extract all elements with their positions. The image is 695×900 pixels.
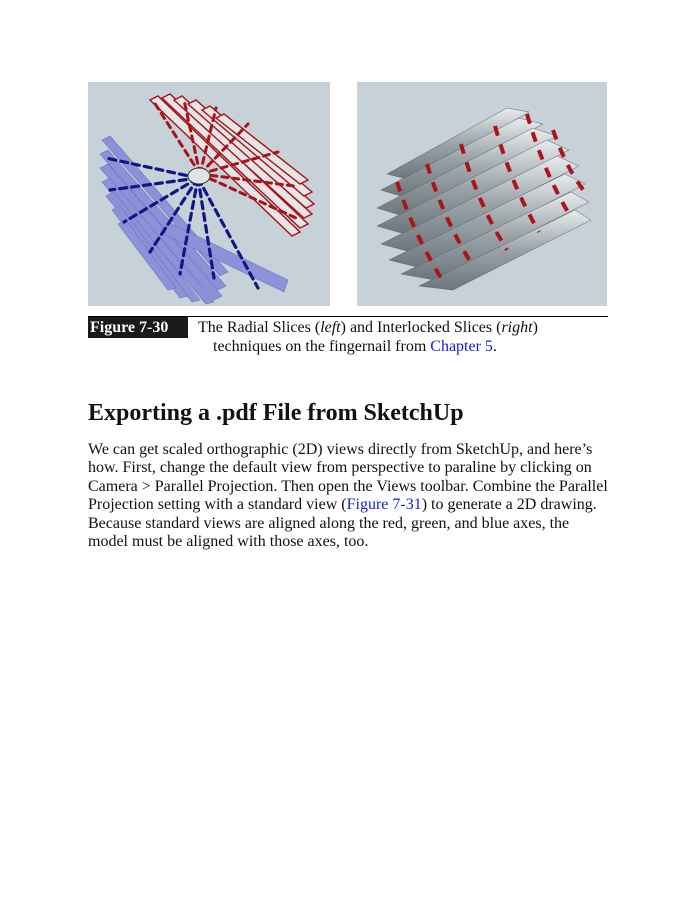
figure-caption — [198, 318, 608, 356]
body-paragraph — [88, 441, 608, 551]
figure-left-radial-slices-image — [88, 82, 330, 306]
caption-text: ) — [532, 319, 538, 336]
caption-right-italic: right — [501, 319, 533, 336]
caption-text: ) and Interlocked Slices ( — [340, 319, 502, 336]
caption-text: The Radial Slices ( — [198, 319, 321, 336]
caption-line-2 — [198, 337, 608, 356]
caption-text: . — [492, 338, 497, 355]
caption-text: techniques on the fingernail from — [213, 338, 431, 355]
paragraph-text: ) to generate a 2D drawing. Because standard views are aligned along the red, green, and blue axes, the model must be aligned with those axes, too. — [88, 496, 597, 551]
section-heading: Exporting a .pdf File from SketchUp — [88, 400, 464, 426]
radial-slices-illustration — [88, 82, 330, 306]
caption-left-italic: left — [320, 319, 341, 336]
chapter-5-link[interactable]: Chapter 5 — [430, 338, 493, 355]
interlocked-slices-illustration — [357, 82, 607, 306]
figure-7-31-link[interactable]: Figure 7-31 — [346, 496, 422, 514]
paragraph-text: We can get scaled orthographic (2D) views directly from SketchUp, and here’s how. First, change the default view from perspective to paraline by clicking on Camera > Parallel Projection. Then open the Views toolbar. Combine the Parallel Projection setting with a standard view ( — [88, 441, 608, 514]
figure-right-interlocked-slices-image — [357, 82, 607, 306]
figure-label: Figure 7-30 — [88, 317, 188, 338]
